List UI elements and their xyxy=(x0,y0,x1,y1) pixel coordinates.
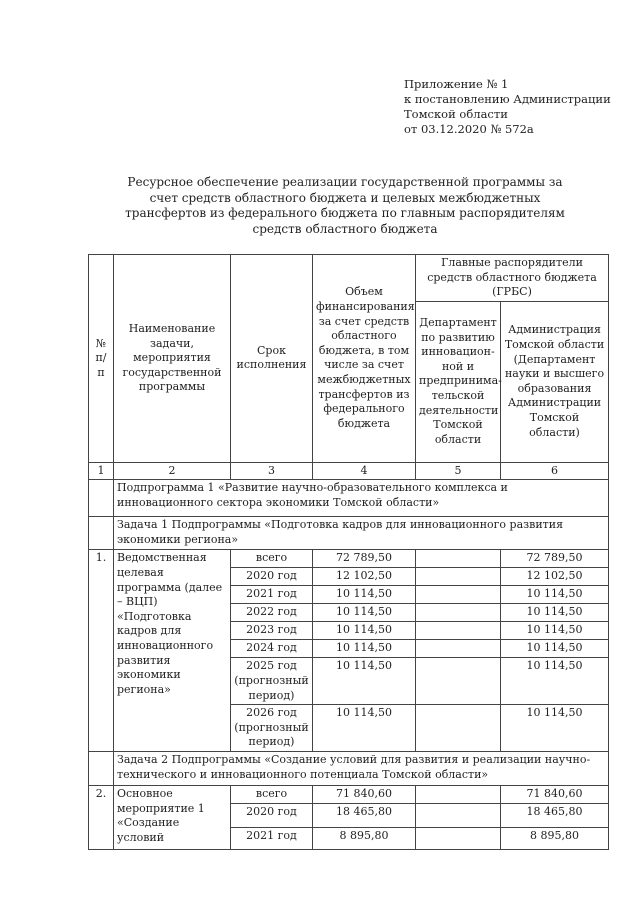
item1-group xyxy=(89,550,609,752)
item2-group xyxy=(89,785,609,849)
item-num: 2. xyxy=(89,785,114,849)
admin-cell: 72 789,50 xyxy=(501,550,609,568)
appendix-line: к постановлению Администрации xyxy=(404,92,611,106)
term-cell: 2025 год (прогнозный период) xyxy=(231,658,313,705)
header-num: № п/п xyxy=(89,255,114,463)
col-num: 1 xyxy=(89,462,114,480)
volume-cell: 10 114,50 xyxy=(313,705,416,752)
admin-cell: 71 840,60 xyxy=(501,785,609,803)
admin-cell: 10 114,50 xyxy=(501,604,609,622)
term-cell: 2021 год xyxy=(231,586,313,604)
volume-cell: 71 840,60 xyxy=(313,785,416,803)
document-title: Ресурсное обеспечение реализации государственной программы за счет средств областного бюджета и целевых межбюджетных трансфертов из федерального бюджета по главным распорядителям средств областного бюджета xyxy=(125,175,565,236)
term-cell: 2022 год xyxy=(231,604,313,622)
admin-cell: 10 114,50 xyxy=(501,622,609,640)
volume-cell: 10 114,50 xyxy=(313,586,416,604)
dept-cell xyxy=(416,568,501,586)
term-cell: 2021 год xyxy=(231,827,313,849)
col-num: 6 xyxy=(501,462,609,480)
volume-cell: 10 114,50 xyxy=(313,622,416,640)
term-cell: всего xyxy=(231,550,313,568)
task1-row: Задача 1 Подпрограммы «Подготовка кадров для инновационного развития экономики региона» xyxy=(114,517,609,550)
table-row xyxy=(89,550,609,568)
appendix-line: от 03.12.2020 № 572а xyxy=(404,122,534,136)
dept-cell xyxy=(416,658,501,705)
admin-cell: 10 114,50 xyxy=(501,658,609,705)
appendix-line: Приложение № 1 xyxy=(404,77,509,91)
col-num: 2 xyxy=(114,462,231,480)
dept-cell xyxy=(416,640,501,658)
volume-cell: 12 102,50 xyxy=(313,568,416,586)
header-term: Срок исполнения xyxy=(231,255,313,463)
volume-cell: 10 114,50 xyxy=(313,604,416,622)
dept-cell xyxy=(416,705,501,752)
appendix-line: Томской области xyxy=(404,107,508,121)
table-row xyxy=(89,785,609,803)
header-admin: Администрация Томской области (Департамент науки и высшего образования Администрации Томской области) xyxy=(501,301,609,462)
admin-cell: 10 114,50 xyxy=(501,586,609,604)
item-name: Ведомственная целевая программа (далее – ВЦП) «Подготовка кадров для инновационного развития экономики региона» xyxy=(114,550,231,752)
term-cell: 2023 год xyxy=(231,622,313,640)
admin-cell: 10 114,50 xyxy=(501,640,609,658)
admin-cell: 18 465,80 xyxy=(501,803,609,827)
appendix-block xyxy=(404,77,611,137)
dept-cell xyxy=(416,785,501,803)
term-cell: 2024 год xyxy=(231,640,313,658)
admin-cell: 8 895,80 xyxy=(501,827,609,849)
dept-cell xyxy=(416,550,501,568)
volume-cell: 18 465,80 xyxy=(313,803,416,827)
volume-cell: 10 114,50 xyxy=(313,640,416,658)
header-grbs: Главные распорядители средств областного бюджета (ГРБС) xyxy=(416,255,609,302)
col-num: 4 xyxy=(313,462,416,480)
dept-cell xyxy=(416,586,501,604)
dept-cell xyxy=(416,622,501,640)
dept-cell xyxy=(416,604,501,622)
term-cell: 2026 год (прогнозный период) xyxy=(231,705,313,752)
header-volume: Объем финансирования за счет средств областного бюджета, в том числе за счет межбюджетных трансфертов из федерального бюджета xyxy=(313,255,416,463)
header-name: Наименование задачи, мероприятия государственной программы xyxy=(114,255,231,463)
dept-cell xyxy=(416,827,501,849)
col-num: 3 xyxy=(231,462,313,480)
term-cell: всего xyxy=(231,785,313,803)
volume-cell: 72 789,50 xyxy=(313,550,416,568)
item-num: 1. xyxy=(89,550,114,752)
subprogram-row: Подпрограмма 1 «Развитие научно-образовательного комплекса и инновационного сектора экономики Томской области» xyxy=(114,480,609,517)
dept-cell xyxy=(416,803,501,827)
header-dept: Департамент по развитию инновацион-ной и предпринима-тельской деятельности Томской области xyxy=(416,301,501,462)
admin-cell: 10 114,50 xyxy=(501,705,609,752)
admin-cell: 12 102,50 xyxy=(501,568,609,586)
item-name: Основное мероприятие 1 «Создание условий xyxy=(114,785,231,849)
resource-table xyxy=(88,254,609,850)
term-cell: 2020 год xyxy=(231,568,313,586)
column-number-row xyxy=(89,462,609,480)
volume-cell: 10 114,50 xyxy=(313,658,416,705)
task2-row: Задача 2 Подпрограммы «Создание условий для развития и реализации научно-технического и инновационного потенциала Томской области» xyxy=(114,751,609,785)
term-cell: 2020 год xyxy=(231,803,313,827)
volume-cell: 8 895,80 xyxy=(313,827,416,849)
col-num: 5 xyxy=(416,462,501,480)
